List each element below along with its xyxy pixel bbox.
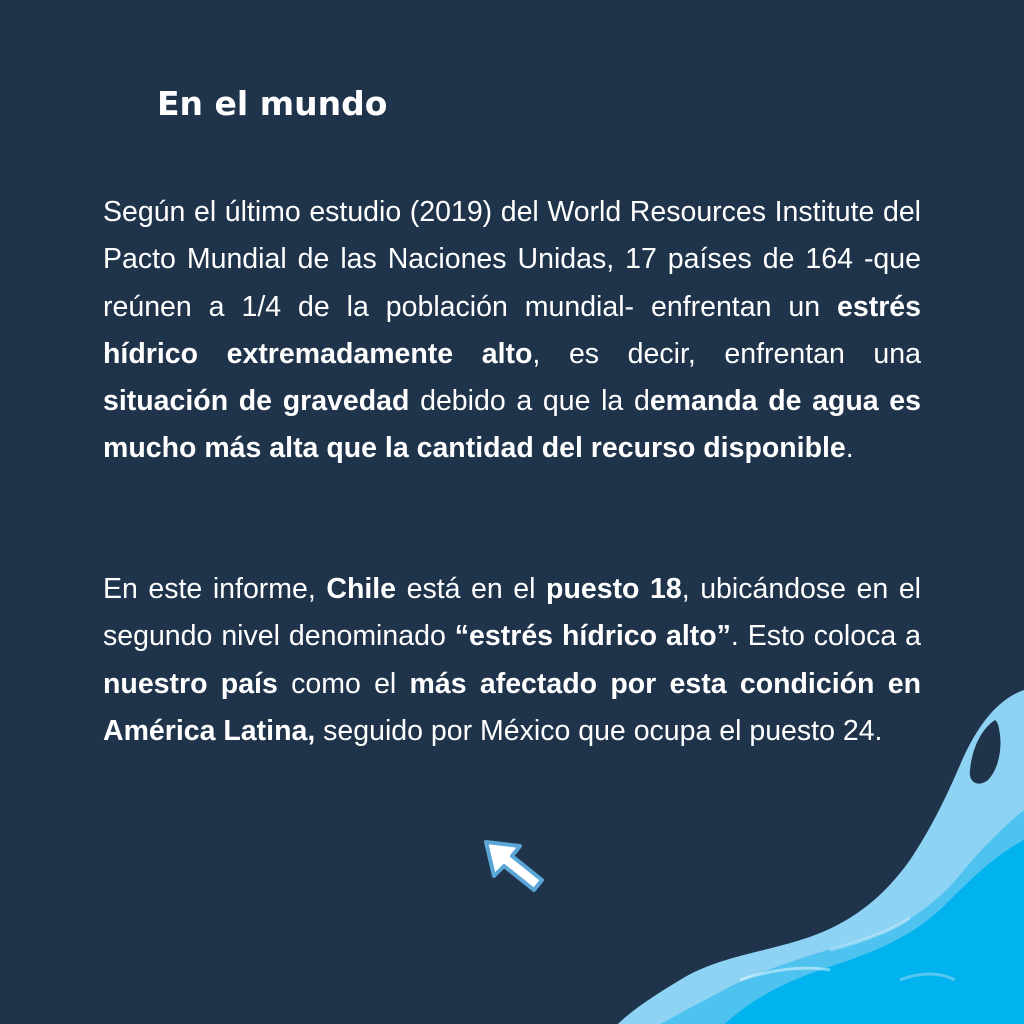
text-segment: En este informe, — [103, 573, 327, 605]
highlight-extreme-stress: estrés hídrico extremadamente alto — [103, 290, 921, 370]
text-segment: . Esto coloca a — [730, 620, 921, 653]
highlight-severity: situación de gravedad — [103, 385, 410, 418]
paragraph-world-study — [103, 189, 921, 473]
water-wave-illustration — [600, 680, 1024, 1024]
highlight-our-country: nuestro país — [103, 667, 278, 700]
text-segment: , ubicándose en el segundo nivel denominado — [103, 573, 921, 653]
highlight-rank: puesto 18 — [546, 573, 682, 605]
highlight-water-demand: emanda de agua es mucho más alta que la cantidad del recurso disponible — [103, 385, 922, 465]
text-segment: como el — [277, 667, 410, 700]
text-segment: Según el último estudio (2019) del World Resources Institute del Pacto Mundial de las Naciones Unidas, 17 países de 164 -que reúnen a 1/4 de la población mundial- enfrentan un — [103, 196, 921, 323]
highlight-high-stress: “estrés hídrico alto” — [454, 620, 731, 653]
text-segment: . — [845, 432, 854, 465]
text-segment: debido a que la d — [409, 385, 650, 418]
highlight-chile: Chile — [326, 573, 397, 605]
arrow-cursor-icon — [480, 836, 552, 900]
text-segment: seguido por México que ocupa el puesto 24. — [315, 714, 883, 747]
text-segment: está en el — [396, 573, 547, 605]
page-title: En el mundo — [157, 84, 388, 123]
highlight-most-affected: más afectado por esta condición en América Latina, — [103, 667, 921, 747]
text-segment: , es decir, enfrentan una — [532, 337, 921, 370]
